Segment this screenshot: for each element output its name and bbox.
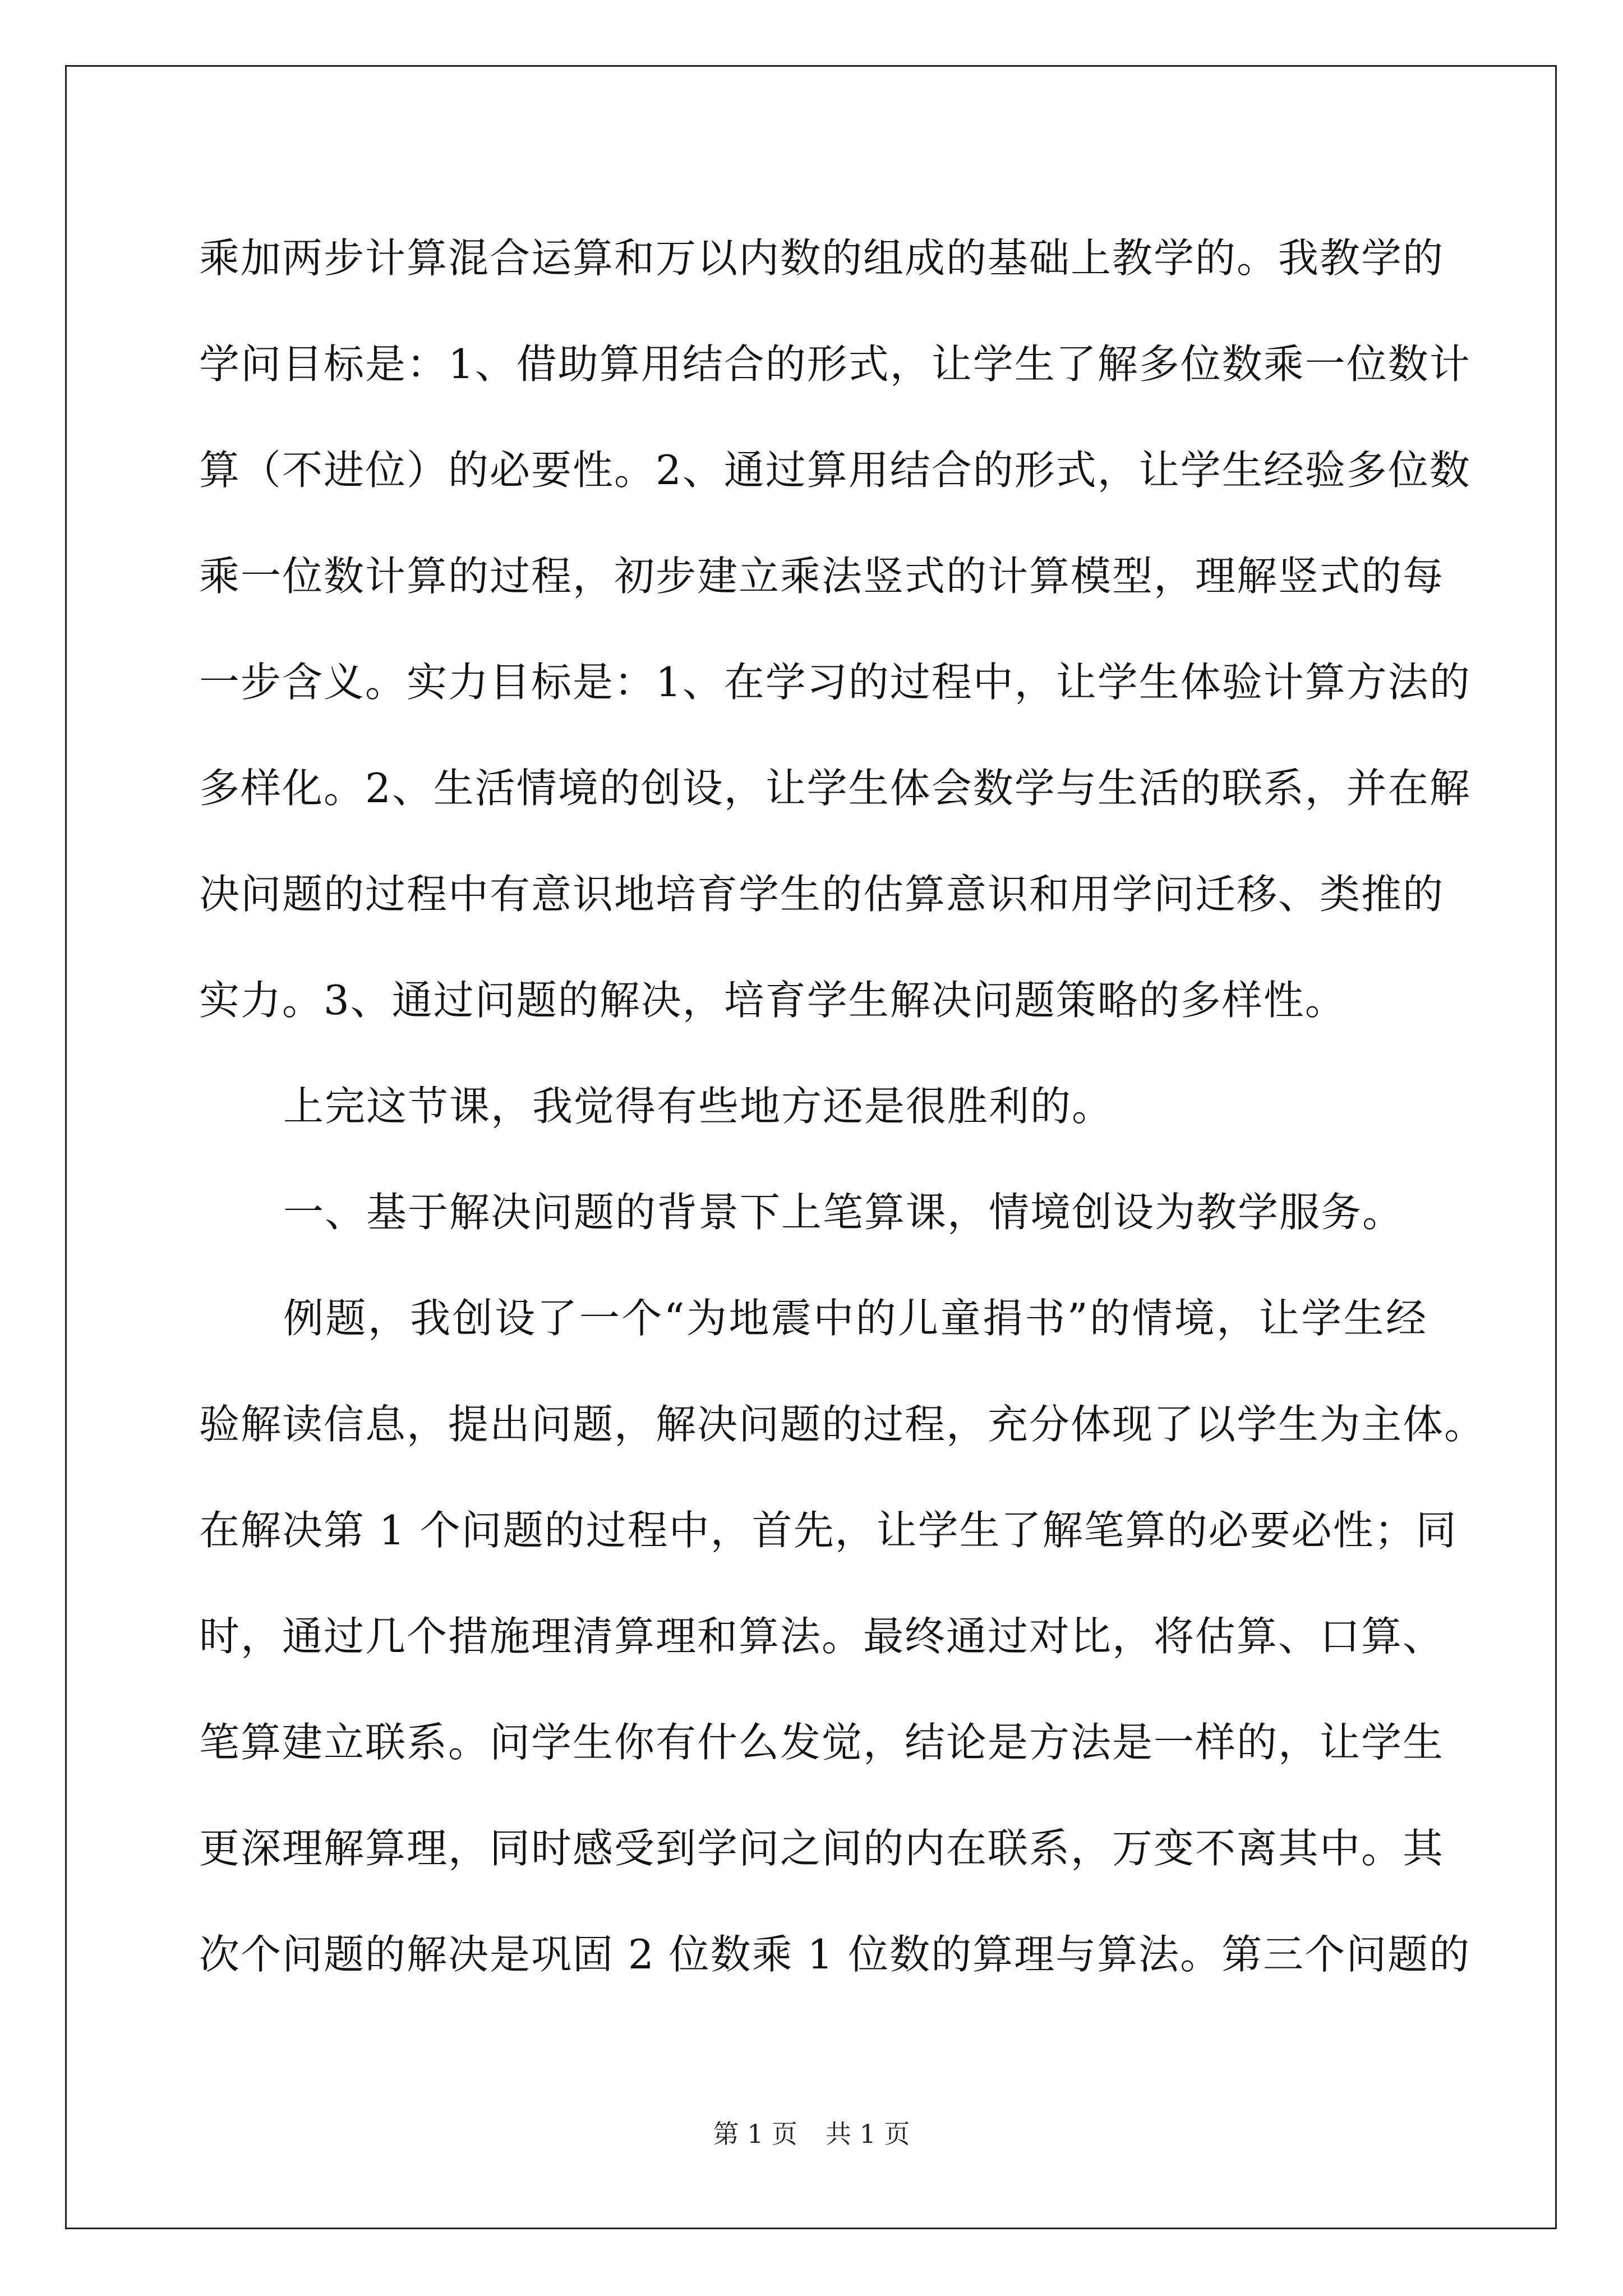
text-line-13: 在解决第 1 个问题的过程中，首先，让学生了解笔算的必要必性；同 — [199, 1507, 1458, 1554]
text-line-6: 多样化。2、生活情境的创设，让学生体会数学与生活的联系，并在解 — [199, 765, 1471, 812]
section-heading-one: 一、基于解决问题的背景下上笔算课，情境创设为教学服务。 — [283, 1189, 1404, 1236]
text-line-2: 学问目标是：1、借助算用结合的形式，让学生了解多位数乘一位数计 — [199, 341, 1471, 388]
paragraph-summary: 上完这节课，我觉得有些地方还是很胜利的。 — [283, 1083, 1114, 1130]
text-line-11: 例题，我创设了一个“为地震中的儿童捐书”的情境，让学生经 — [283, 1295, 1427, 1342]
page-footer — [0, 2114, 1623, 2151]
text-line-4: 乘一位数计算的过程，初步建立乘法竖式的计算模型，理解竖式的每 — [199, 553, 1445, 600]
text-line-5: 一步含义。实力目标是：1、在学习的过程中，让学生体验计算方法的 — [199, 659, 1471, 706]
text-line-16: 更深理解算理，同时感受到学问之间的内在联系，万变不离其中。其 — [199, 1825, 1445, 1872]
text-line-14: 时，通过几个措施理清算理和算法。最终通过对比，将估算、口算、 — [199, 1613, 1445, 1660]
text-line-8: 实力。3、通过问题的解决，培育学生解决问题策略的多样性。 — [199, 977, 1347, 1024]
page-number: 第 1 页 — [713, 2119, 797, 2149]
text-line-7: 决问题的过程中有意识地培育学生的估算意识和用学问迁移、类推的 — [199, 871, 1445, 918]
text-line-3: 算（不进位）的必要性。2、通过算用结合的形式，让学生经验多位数 — [199, 447, 1471, 494]
text-line-17: 次个问题的解决是巩固 2 位数乘 1 位数的算理与算法。第三个问题的 — [199, 1931, 1471, 1978]
document-body — [199, 219, 1486, 2021]
page-total: 共 1 页 — [826, 2119, 910, 2149]
text-line-15: 笔算建立联系。问学生你有什么发觉，结论是方法是一样的，让学生 — [199, 1719, 1445, 1766]
text-line-12: 验解读信息，提出问题，解决问题的过程，充分体现了以学生为主体。 — [199, 1401, 1486, 1448]
text-line-1: 乘加两步计算混合运算和万以内数的组成的基础上教学的。我教学的 — [199, 234, 1445, 282]
